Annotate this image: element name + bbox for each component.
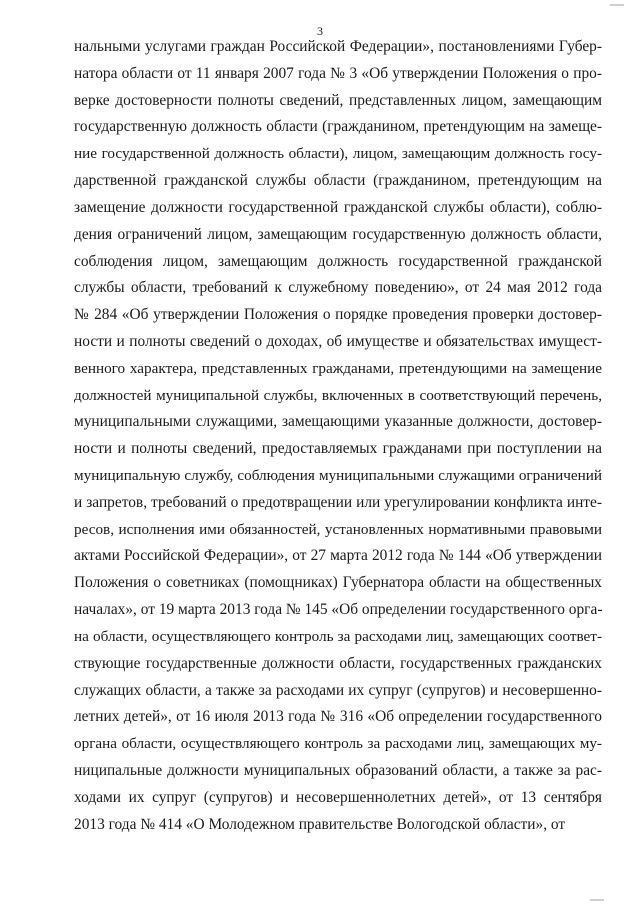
text-line: дарственной гражданской службы области (гражданином, претендующим на (74, 172, 602, 190)
text-line: государственную должность области (гражданином, претендующим на замеще- (74, 118, 602, 136)
text-line: 2013 года № 414 «О Молодежном правительстве Вологодской области», от (74, 815, 566, 833)
text-line: Положения о советниках (помощниках) Губернатора области на общественных (74, 574, 602, 592)
text-line: верке достоверности полноты сведений, представленных лицом, замещающим (74, 91, 602, 109)
text-line: на области, осуществляющего контроль за расходами лиц, замещающих соответ- (74, 627, 602, 645)
text-line: органа области, осуществляющего контроль за расходами лиц, замещающих му- (74, 735, 602, 753)
text-line: венного характера, представленных гражданами, претендующими на замещение (74, 359, 602, 377)
text-line: должностей муниципальной службы, включенных в соответствующий перечень, (74, 386, 602, 404)
text-line: соблюдения лицом, замещающим должность государственной гражданской (74, 252, 602, 270)
text-line: муниципальными служащими, замещающими указанные должности, достовер- (74, 413, 602, 431)
page-number: 3 (317, 24, 323, 38)
text-line: летних детей», от 16 июля 2013 года № 316 «Об определении государственного (74, 708, 602, 726)
scan-mark-top (610, 4, 624, 6)
text-line: муниципальную службу, соблюдения муниципальными служащими ограничений (74, 467, 602, 484)
text-line: нальными услугами граждан Российской Федерации», постановлениями Губер- (74, 38, 602, 55)
text-line: ниципальные должности муниципальных образований области, а также за рас- (74, 761, 602, 779)
text-line: и запретов, требований о предотвращении или урегулировании конфликта инте- (74, 493, 602, 511)
body-text (74, 34, 602, 838)
scan-mark-bottom (590, 899, 604, 901)
text-line: ности и полноты сведений о доходах, об имуществе и обязательствах имущест- (74, 332, 602, 350)
text-line: ние государственной должность области), лицом, замещающим должность госу- (74, 145, 602, 163)
text-line: натора области от 11 января 2007 года № 3 «Об утверждении Положения о про- (74, 64, 602, 82)
text-line: замещение должности государственной гражданской службы области), соблю- (74, 198, 602, 216)
text-line: служащих области, а также за расходами их супруг (супругов) и несовершенно- (74, 681, 602, 699)
text-line: ствующие государственные должности области, государственных гражданских (74, 654, 602, 672)
text-line: службы области, требований к служебному поведению», от 24 мая 2012 года (74, 279, 602, 297)
text-line: ходами их супруг (супругов) и несовершеннолетних детей», от 13 сентября (74, 788, 602, 806)
text-line: ресов, исполнения ими обязанностей, установленных нормативными правовыми (74, 520, 602, 538)
text-line: актами Российской Федерации», от 27 марта 2012 года № 144 «Об утверждении (74, 547, 602, 565)
text-line: ности и полноты сведений, предоставляемых гражданами при поступлении на (74, 440, 602, 458)
text-line: № 284 «Об утверждении Положения о порядке проведения проверки достовер- (74, 306, 602, 324)
text-line: началах», от 19 марта 2013 года № 145 «Об определении государственного орга- (74, 601, 603, 619)
text-line: дения ограничений лицом, замещающим государственную должность области, (74, 225, 602, 243)
